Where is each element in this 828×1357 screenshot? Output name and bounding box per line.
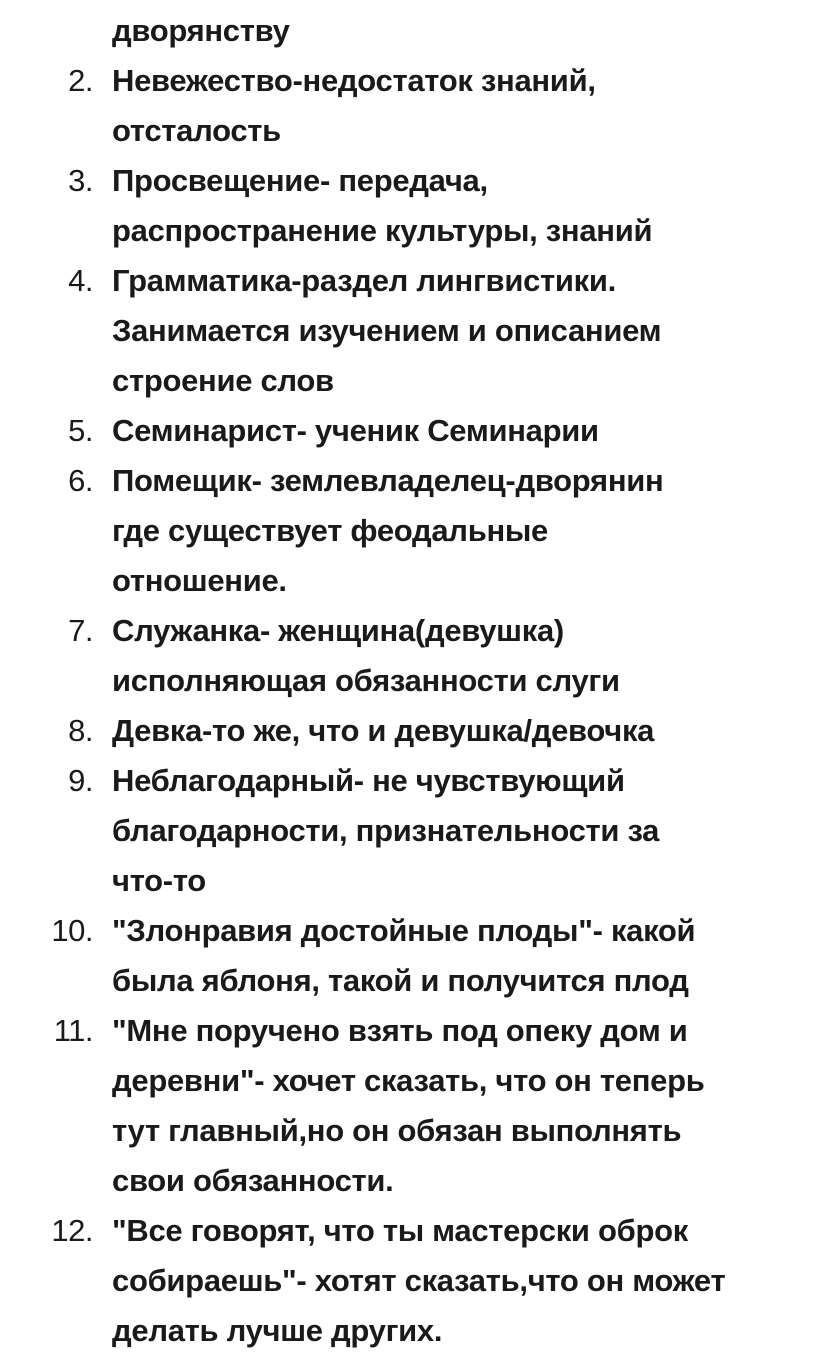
item-text-line: благодарности, признательности за	[112, 813, 660, 848]
item-text-line: где существует феодальные	[112, 513, 548, 548]
item-text-line: "Все говорят, что ты мастерски оброк	[112, 1213, 688, 1248]
item-text-line: делать лучше других.	[112, 1313, 443, 1348]
item-number: 6.	[68, 463, 93, 498]
item-text-line: тут главный,но он обязан выполнять	[112, 1113, 682, 1148]
item-text-line: собираешь"- хотят сказать,что он может	[112, 1263, 726, 1298]
item-number: 12.	[51, 1213, 93, 1248]
item-number: 11.	[53, 1013, 93, 1048]
item-text-line: Девка-то же, что и девушка/девочка	[112, 713, 655, 748]
item-text-line: отношение.	[112, 563, 287, 598]
item-text-line: Просвещение- передача,	[112, 163, 488, 198]
item-text-line: исполняющая обязанности слуги	[112, 663, 620, 698]
item-text-line: Служанка- женщина(девушка)	[112, 613, 564, 648]
item-text-line: отсталость	[112, 113, 281, 148]
item-number: 8.	[68, 713, 93, 748]
item-text-line: Занимается изучением и описанием	[112, 313, 662, 348]
item-text-line: Грамматика-раздел лингвистики.	[112, 263, 616, 298]
item-number: 10.	[51, 913, 93, 948]
item-text-line: дворянству	[112, 13, 290, 48]
item-number: 4.	[68, 263, 93, 298]
item-number: 3.	[68, 163, 93, 198]
item-text-line: Невежество-недостаток знаний,	[112, 63, 596, 98]
item-number: 5.	[68, 413, 93, 448]
item-text-line: Семинарист- ученик Семинарии	[112, 413, 599, 448]
item-number: 9.	[68, 763, 93, 798]
item-text-line: что-то	[112, 863, 206, 898]
item-number: 7.	[68, 613, 93, 648]
item-text-line: свои обязанности.	[112, 1163, 394, 1198]
item-text-line: "Мне поручено взять под опеку дом и	[112, 1013, 688, 1048]
item-text-line: распространение культуры, знаний	[112, 213, 653, 248]
item-text-line: деревни"- хочет сказать, что он теперь	[112, 1063, 705, 1098]
item-text-line: Помещик- землевладелец-дворянин	[112, 463, 664, 498]
item-text-line: была яблоня, такой и получится плод	[112, 963, 689, 998]
item-text-line: Неблагодарный- не чувствующий	[112, 763, 625, 798]
item-text-line: строение слов	[112, 363, 334, 398]
item-number: 2.	[68, 63, 93, 98]
item-text-line: "Злонравия достойные плоды"- какой	[112, 913, 696, 948]
